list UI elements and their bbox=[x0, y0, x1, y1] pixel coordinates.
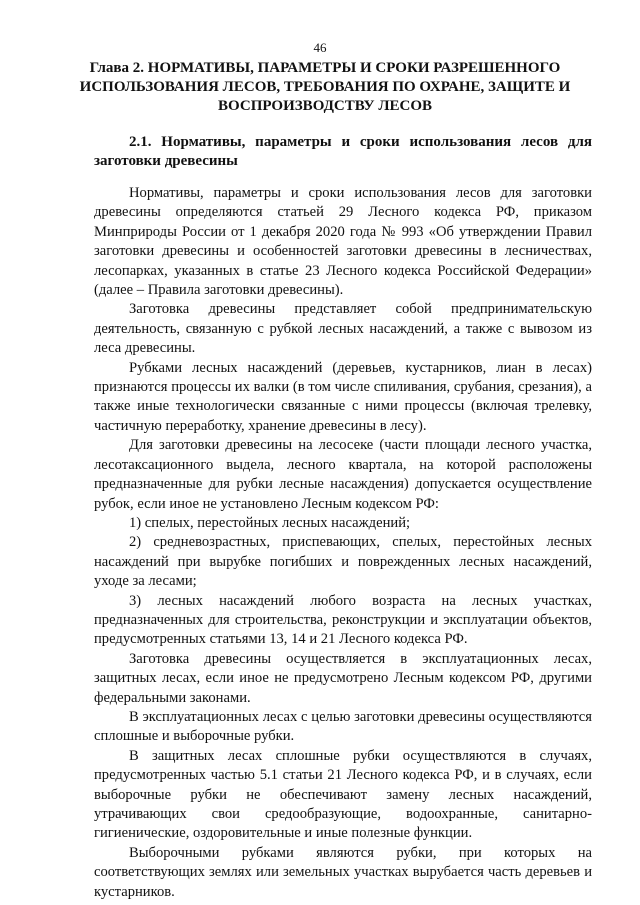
paragraph: В эксплуатационных лесах с целью заготовки древесины осуществляются сплошные и выборочные рубки. bbox=[94, 708, 592, 745]
paragraph: Выборочными рубками являются рубки, при которых на соответствующих землях или земельных участках вырубается часть деревьев и кустарников. bbox=[94, 844, 592, 900]
list-item: 1) спелых, перестойных лесных насаждений; bbox=[129, 514, 411, 531]
section-title: 2.1. Нормативы, параметры и сроки использования лесов для заготовки древесины bbox=[94, 134, 592, 169]
paragraph: Для заготовки древесины на лесосеке (части площади лесного участка, лесотаксационного выдела, лесного квартала, на которой расположены предназначенные для рубки лесные насаждения) допускается осуществление рубок, если иное не установлено Лесным кодексом РФ: bbox=[94, 437, 592, 512]
chapter-title: Глава 2. НОРМАТИВЫ, ПАРАМЕТРЫ И СРОКИ РАЗРЕШЕННОГО ИСПОЛЬЗОВАНИЯ ЛЕСОВ, ТРЕБОВАНИЯ ПО ОХРАНЕ, ЗАЩИТЕ И ВОСПРОИЗВОДСТВУ ЛЕСОВ bbox=[79, 60, 571, 114]
paragraph: Заготовка древесины осуществляется в эксплуатационных лесах, защитных лесах, если иное не предусмотрено Лесным кодексом РФ, другими федеральными законами. bbox=[94, 650, 592, 706]
paragraph: Заготовка древесины представляет собой предпринимательскую деятельность, связанную с рубкой лесных насаждений, а также с вывозом из леса древесины. bbox=[94, 301, 592, 357]
paragraph: Рубками лесных насаждений (деревьев, кустарников, лиан в лесах) признаются процессы их валки (в том числе спиливания, срубания, срезания), а также иные технологически связанные с ними процессы (включая трелевку, частичную переработку, хранение древесины в лесу). bbox=[94, 359, 592, 434]
list-item: 2) средневозрастных, приспевающих, спелых, перестойных лесных насаждений при вырубке погибших и поврежденных лесных насаждений, уходе за лесами; bbox=[94, 534, 592, 590]
paragraph: В защитных лесах сплошные рубки осуществляются в случаях, предусмотренных частью 5.1 статьи 21 Лесного кодекса РФ, и в случаях, если выборочные рубки не обеспечивают замену лесных насаждений, утрачивающих свои средообразующие, водоохранные, санитарно-гигиенические, оздоровительные и иные полезные функции. bbox=[94, 747, 592, 842]
paragraph: Нормативы, параметры и сроки использования лесов для заготовки древесины определяются статьей 29 Лесного кодекса РФ, приказом Минприроды России от 1 декабря 2020 года № 993 «Об утверждении Правил заготовки древесины и особенностей заготовки древесины в лесничествах, лесопарках, указанных в статье 23 Лесного кодекса Российской Федерации» (далее – Правила заготовки древесины). bbox=[94, 185, 592, 299]
page-number: 46 bbox=[313, 40, 327, 55]
body-text bbox=[94, 184, 592, 902]
list-item: 3) лесных насаждений любого возраста на лесных участках, предназначенных для строительства, реконструкции и эксплуатации объектов, предусмотренных статьями 13, 14 и 21 Лесного кодекса РФ. bbox=[94, 592, 592, 648]
